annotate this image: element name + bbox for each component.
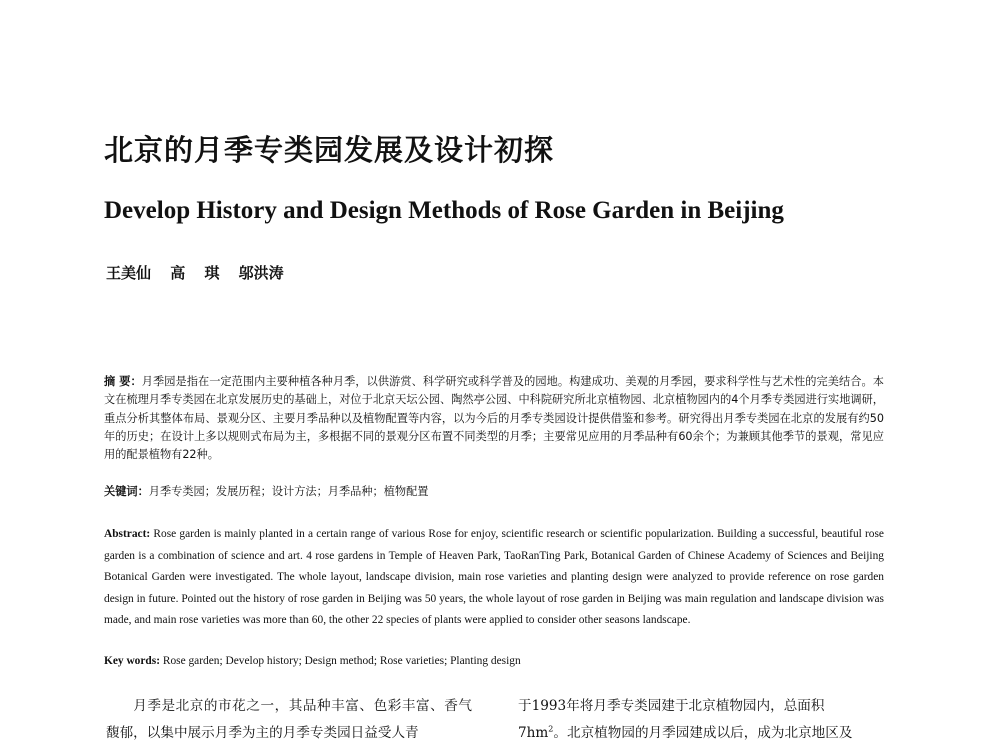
- title-chinese: 北京的月季专类园发展及设计初探: [104, 133, 555, 167]
- abstract-english: [104, 524, 884, 632]
- abstract-chinese-text: 月季园是指在一定范围内主要种植各种月季，以供游赏、科学研究或科学普及的园地。构建成功、美观的月季园，要求科学性与艺术性的完美结合。本文在梳理月季专类园在北京发展历史的基础上，对位于北京天坛公园、陶然亭公园、中科院研究所北京植物园、北京植物园内的4个月季专类园进行实地调研，重点分析其整体布局、景观分区、主要月季品种以及植物配置等内容，以为今后的月季专类园设计提供借鉴和参考。研究得出月季专类园在北京的发展有约50年的历史；在设计上多以规则式布局为主，多根据不同的景观分区布置不同类型的月季；主要常见应用的月季品种有60余个；为兼顾其他季节的景观，常见应用的配景植物有22种。: [104, 375, 884, 462]
- body-right-line-1: 于1993年将月季专类园建于北京植物园内，总面积: [518, 698, 825, 714]
- body-right-area-value: 7hm: [518, 725, 549, 741]
- abstract-english-label: Abstract:: [104, 528, 151, 540]
- abstract-english-text: Rose garden is mainly planted in a certain range of various Rose for enjoy, scientific research or scientific popularization. Building a successful, beautiful rose garden is a combination of science and art. 4 rose gardens in Temple of Heaven Park, TaoRanTing Park, Botanical Garden of Chinese Academy of Sciences and Beijing Botanical Garden were investigated. The whole layout, landscape division, main rose varieties and planting design were analyzed to provide reference on rose garden design in future. Pointed out the history of rose garden in Beijing was 50 years, the whole layout of rose garden in Beijing was main regulation and landscape division was made, and main rose varieties was more than 60, the other 22 species of plants were applied to consider other seasons landscape.: [104, 528, 884, 626]
- keywords-chinese-text: 月季专类园；发展历程；设计方法；月季品种；植物配置: [148, 485, 429, 498]
- title-english: Develop History and Design Methods of Rose Garden in Beijing: [104, 197, 784, 224]
- abstract-chinese: [104, 373, 884, 464]
- abstract-chinese-label: 摘 要：: [104, 375, 142, 388]
- keywords-english: [104, 652, 884, 670]
- body-text-left-column: 月季是北京的市花之一，其品种丰富、色彩丰富、香气馥郁，以集中展示月季为主的月季专类园日益受人青: [106, 698, 472, 741]
- body-right-area-superscript: 2: [548, 724, 554, 734]
- author-list: 王美仙 高 琪 邬洪涛: [106, 264, 284, 282]
- keywords-english-text: Rose garden; Develop history; Design method; Rose varieties; Planting design: [162, 655, 521, 667]
- keywords-english-label: Key words:: [104, 655, 160, 667]
- keywords-chinese: [104, 483, 884, 501]
- keywords-chinese-label: 关键词：: [104, 485, 149, 498]
- body-text-right-column: [518, 693, 884, 747]
- body-right-line-2: 。北京植物园的月季园建成以后，成为北京地区及: [553, 725, 853, 741]
